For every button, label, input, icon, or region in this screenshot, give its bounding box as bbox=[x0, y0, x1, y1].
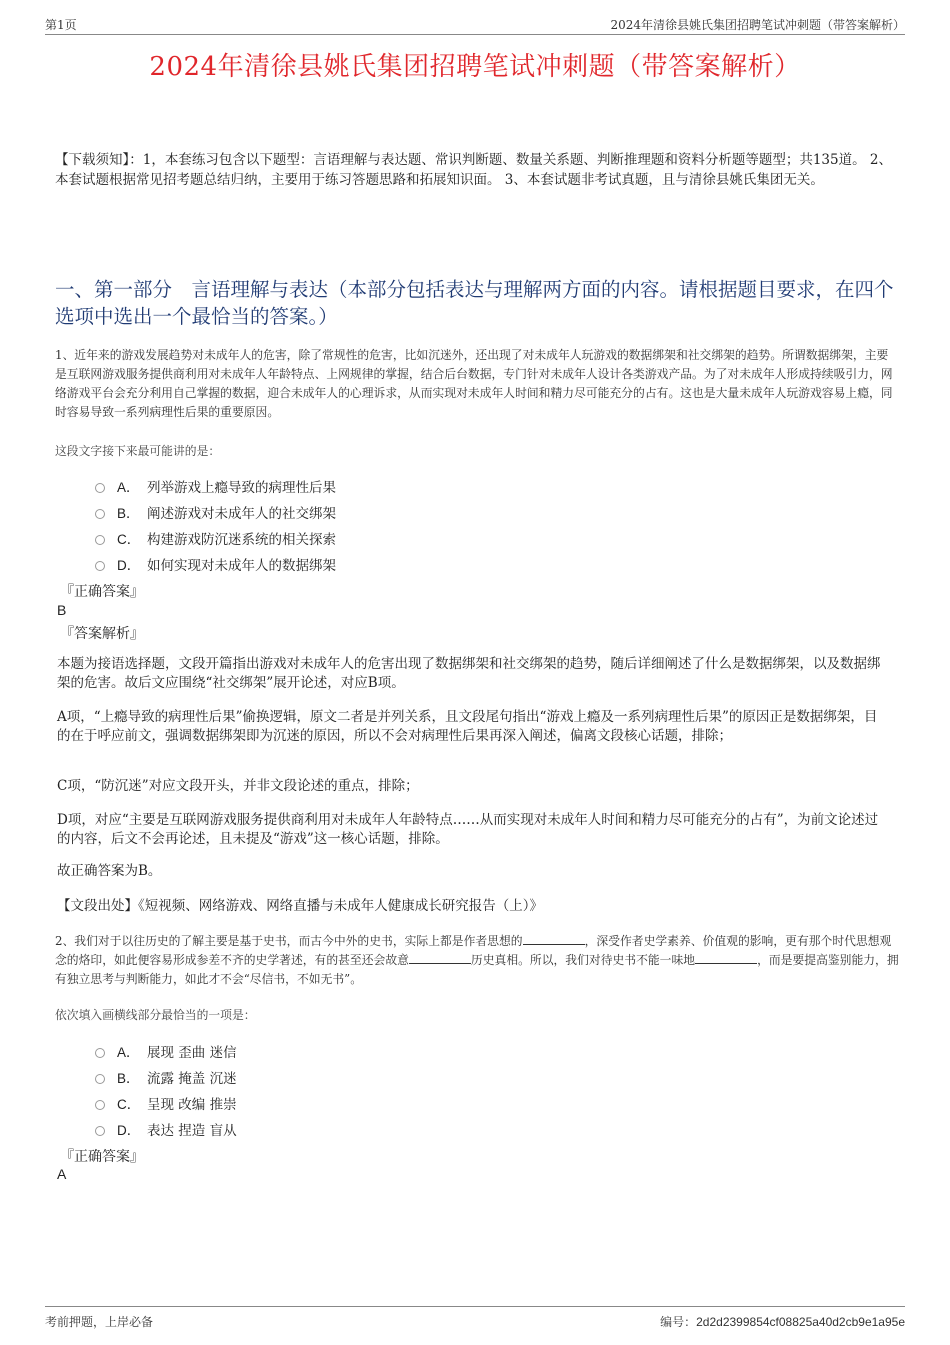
option-letter: A． bbox=[117, 480, 140, 495]
document-code bbox=[660, 1313, 905, 1330]
text-part: ，深受作者史学素养、价值观的影响，更有那个时代思想观念的烙印，如此便容易形成参差不齐的史学著述，有的甚至还会故意 bbox=[55, 934, 892, 967]
analysis-label: 『答案解析』 bbox=[60, 626, 144, 642]
text-part: 2、我们对于以往历史的了解主要是基于史书，而古今中外的史书，实际上都是作者思想的 bbox=[55, 934, 523, 948]
question-2-text bbox=[55, 932, 900, 989]
analysis-paragraph: C项，“防沉迷”对应文段开头，并非文段论述的重点，排除； bbox=[57, 778, 419, 794]
answer-label: 『正确答案』 bbox=[60, 584, 144, 600]
radio-icon[interactable] bbox=[95, 1074, 105, 1084]
fill-blank[interactable] bbox=[409, 951, 471, 964]
option-letter: D． bbox=[117, 558, 141, 573]
option-text: 流露 掩盖 沉迷 bbox=[147, 1071, 237, 1087]
download-notice: 【下载须知】：1，本套练习包含以下题型：言语理解与表达题、常识判断题、数量关系题、判断推理题和资料分析题等题型；共135道。 2、本套试题根据常见招考题总结归纳，主要用于练习答题思路和拓展知识面。 3、本套试题非考试真题，且与清徐县姚氏集团无关。 bbox=[55, 152, 892, 188]
footer-slogan: 考前押题，上岸必备 bbox=[45, 1315, 154, 1329]
text-part: ，而是要提高鉴别能力，拥有独立思考与判断能力，如此才不会“尽信书，不如无书”。 bbox=[55, 953, 899, 986]
fill-blank[interactable] bbox=[523, 932, 585, 945]
radio-icon[interactable] bbox=[95, 561, 105, 571]
radio-icon[interactable] bbox=[95, 1100, 105, 1110]
answer-label: 『正确答案』 bbox=[60, 1149, 144, 1165]
option-letter: C． bbox=[117, 532, 141, 547]
answer-value: A bbox=[57, 1166, 67, 1182]
section-title: 一、第一部分 言语理解与表达（本部分包括表达与理解两方面的内容。请根据题目要求，在四个选项中选出一个最恰当的答案。） bbox=[55, 278, 894, 328]
analysis-paragraph: 本题为接语选择题，文段开篇指出游戏对未成年人的危害出现了数据绑架和社交绑架的趋势，随后详细阐述了什么是数据绑架，以及数据绑架的危害。故后文应围绕“社交绑架”展开论述，对应B项。 bbox=[57, 656, 881, 691]
page-number: 第1页 bbox=[45, 18, 77, 32]
analysis-paragraph: A项，“上瘾导致的病理性后果”偷换逻辑，原文二者是并列关系，且文段尾句指出“游戏上瘾及一系列病理性后果”的原因正是数据绑架，目的在于呼应前文，强调数据绑架即为沉迷的原因，所以不会对病理性后果再深入阐述，偏离文段核心话题，排除； bbox=[57, 709, 878, 744]
radio-icon[interactable] bbox=[95, 483, 105, 493]
code-label: 编号： bbox=[660, 1315, 697, 1329]
source-citation: 【文段出处】《短视频、网络游戏、网络直播与未成年人健康成长研究报告（上）》 bbox=[57, 898, 543, 914]
option-a[interactable] bbox=[95, 1038, 237, 1064]
page-header bbox=[45, 14, 905, 35]
question-1-options bbox=[95, 473, 336, 577]
question-2-prompt: 依次填入画横线部分最恰当的一项是： bbox=[55, 1008, 256, 1022]
analysis-paragraph: 故正确答案为B。 bbox=[57, 863, 162, 879]
option-letter: D． bbox=[117, 1123, 141, 1138]
radio-icon[interactable] bbox=[95, 1048, 105, 1058]
option-b[interactable] bbox=[95, 499, 336, 525]
option-d[interactable] bbox=[95, 1116, 237, 1142]
option-text: 如何实现对未成年人的数据绑架 bbox=[147, 558, 336, 574]
document-title: 2024年清徐县姚氏集团招聘笔试冲刺题（带答案解析） bbox=[149, 52, 801, 82]
radio-icon[interactable] bbox=[95, 509, 105, 519]
option-a[interactable] bbox=[95, 473, 336, 499]
option-letter: B． bbox=[117, 1071, 140, 1086]
option-b[interactable] bbox=[95, 1064, 237, 1090]
header-doc-title: 2024年清徐县姚氏集团招聘笔试冲刺题（带答案解析） bbox=[610, 18, 905, 32]
question-1-text: 1、近年来的游戏发展趋势对未成年人的危害，除了常规性的危害，比如沉迷外，还出现了对未成年人玩游戏的数据绑架和社交绑架的趋势。所谓数据绑架，主要是互联网游戏服务提供商利用对未成年人年龄特点、上网规律的掌握，结合后台数据，专门针对未成年人设计各类游戏产品。为了对未成年人形成持续吸引力，网络游戏平台会充分利用自己掌握的数据，迎合未成年人的心理诉求，从而实现对未成年人时间和精力尽可能充分的占有。这也是大量未成年人玩游戏容易上瘾，同时容易导致一系列病理性后果的重要原因。 bbox=[55, 348, 893, 419]
option-d[interactable] bbox=[95, 551, 336, 577]
radio-icon[interactable] bbox=[95, 535, 105, 545]
code-value: 2d2d2399854cf08825a40d2cb9e1a95e bbox=[696, 1315, 905, 1329]
option-text: 展现 歪曲 迷信 bbox=[147, 1045, 237, 1061]
option-text: 呈现 改编 推崇 bbox=[147, 1097, 237, 1113]
option-c[interactable] bbox=[95, 1090, 237, 1116]
page-footer bbox=[45, 1306, 905, 1327]
analysis-paragraph: D项，对应“主要是互联网游戏服务提供商利用对未成年人年龄特点……从而实现对未成年人时间和精力尽可能充分的占有”，为前文论述过的内容，后文不会再论述，且未提及“游戏”这一核心话题，排除。 bbox=[57, 812, 879, 847]
question-2-options bbox=[95, 1038, 237, 1142]
question-1-prompt: 这段文字接下来最可能讲的是： bbox=[55, 444, 221, 458]
option-letter: B． bbox=[117, 506, 140, 521]
option-text: 表达 捏造 盲从 bbox=[147, 1123, 237, 1139]
option-letter: A． bbox=[117, 1045, 140, 1060]
answer-value: B bbox=[57, 602, 67, 618]
option-text: 阐述游戏对未成年人的社交绑架 bbox=[147, 506, 336, 522]
fill-blank[interactable] bbox=[695, 951, 757, 964]
option-c[interactable] bbox=[95, 525, 336, 551]
radio-icon[interactable] bbox=[95, 1126, 105, 1136]
option-letter: C． bbox=[117, 1097, 141, 1112]
text-part: 历史真相。所以，我们对待史书不能一味地 bbox=[470, 953, 696, 967]
option-text: 列举游戏上瘾导致的病理性后果 bbox=[147, 480, 336, 496]
option-text: 构建游戏防沉迷系统的相关探索 bbox=[147, 532, 336, 548]
